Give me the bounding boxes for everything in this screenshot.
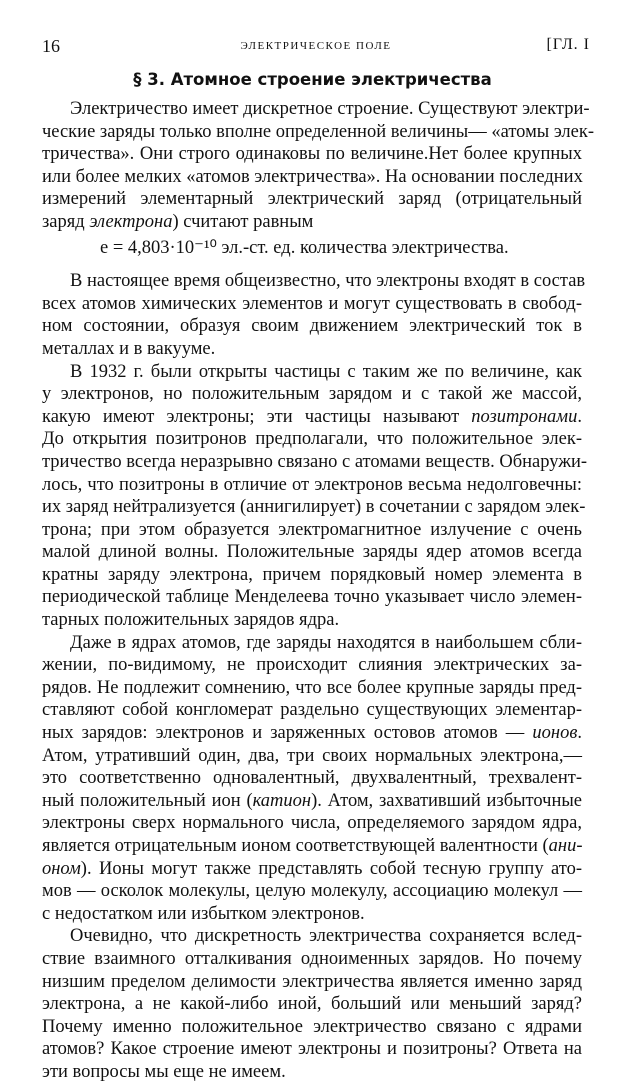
text-run: Даже в ядрах атомов, где заряды находятся в наибольшем сбли- bbox=[70, 632, 582, 653]
text-run: ). Атом, захвативший избыточные bbox=[311, 790, 583, 811]
text-line bbox=[42, 835, 582, 858]
text-line bbox=[42, 428, 582, 451]
text-line bbox=[42, 361, 582, 384]
italic-term: электрона bbox=[89, 211, 173, 232]
text-line bbox=[42, 293, 582, 316]
text-run: электрона, а не какой-либо иной, больший или меньший заряд? bbox=[42, 994, 582, 1015]
text-run: ных зарядов: электронов и заряженных остовов атомов — bbox=[42, 723, 533, 744]
text-run: ный положительный ион ( bbox=[42, 790, 253, 811]
text-run: мов — осколок молекулы, целую молекулу, ассоциацию молекул — bbox=[42, 881, 582, 902]
text-line bbox=[42, 858, 582, 881]
text-run: В настоящее время общеизвестно, что электроны входят в состав bbox=[70, 271, 586, 292]
text-line bbox=[42, 315, 582, 338]
text-run: ствие взаимного отталкивания одноименных зарядов. Но почему bbox=[42, 948, 582, 969]
text-line bbox=[42, 1038, 582, 1061]
text-run: ). Ионы могут также представлять собой тесную группу ато- bbox=[80, 858, 582, 879]
text-run: является отрицательным ионом соответствующей валентности ( bbox=[42, 836, 549, 856]
text-run: ческие заряды только вполне определенной величины— «атомы элек- bbox=[42, 121, 595, 142]
text-run: их заряд нейтрализуется (аннигилирует) в сочетании с зарядом элек- bbox=[42, 497, 586, 518]
text-run: ставляют собой конгломерат раздельно существующих элементар- bbox=[42, 700, 582, 721]
text-run: это соответственно одновалентный, двухвалентный, трехвалент- bbox=[42, 768, 582, 789]
italic-term: ионов bbox=[532, 723, 578, 744]
italic-term: оном bbox=[42, 858, 81, 879]
running-head bbox=[42, 36, 590, 58]
text-line bbox=[42, 98, 590, 121]
text-run: тричества». Они строго одинаковы по величине.Нет более крупных bbox=[42, 144, 582, 165]
text-run: Почему именно положительное электричество связано с ядрами bbox=[42, 1016, 582, 1037]
text-line bbox=[42, 496, 586, 519]
text-run: Атом, утративший один, два, три своих нормальных электрона,— bbox=[42, 745, 582, 766]
text-line bbox=[42, 211, 582, 234]
text-line bbox=[42, 1061, 582, 1084]
text-run: электроны сверх нормального числа, определяемого зарядом ядра, bbox=[42, 813, 582, 834]
text-run: заряд bbox=[42, 211, 90, 232]
text-line bbox=[42, 812, 582, 835]
text-run: эти вопросы мы еще не имеем. bbox=[42, 1061, 286, 1082]
text-run: всех атомов химических элементов и могут существовать в свобод- bbox=[42, 293, 582, 314]
text-line bbox=[42, 143, 582, 166]
text-run: трона; при этом образуется электромагнитное излучение с очень bbox=[42, 519, 582, 540]
text-line bbox=[42, 699, 582, 722]
running-title: ЭЛЕКТРИЧЕСКОЕ ПОЛЕ bbox=[240, 40, 392, 52]
text-run: . bbox=[577, 406, 582, 427]
text-run: . bbox=[577, 723, 582, 744]
paragraph bbox=[42, 925, 582, 1083]
text-line bbox=[42, 925, 582, 948]
text-line bbox=[42, 767, 582, 790]
text-run: у электронов, но положительным зарядом и с такой же массой, bbox=[42, 384, 582, 405]
text-run: В 1932 г. были открыты частицы с таким же по величине, как bbox=[70, 361, 582, 382]
text-line bbox=[42, 1016, 582, 1039]
text-line bbox=[42, 270, 586, 293]
text-line bbox=[42, 383, 582, 406]
text-run: кратны заряду электрона, причем порядковый номер элемента в bbox=[42, 564, 582, 585]
text-line bbox=[42, 406, 582, 429]
text-line bbox=[42, 474, 582, 497]
chapter-marker: [ГЛ. I bbox=[546, 36, 590, 53]
text-line bbox=[42, 451, 588, 474]
text-line bbox=[42, 586, 582, 609]
text-run: тарных положительных зарядов ядра. bbox=[42, 610, 340, 631]
text-run: Очевидно, что дискретность электричества сохраняется вслед- bbox=[70, 926, 582, 947]
text-line bbox=[42, 166, 582, 189]
text-line bbox=[42, 338, 582, 361]
text-run: тричество всегда неразрывно связано с атомами веществ. Обнаружи- bbox=[42, 451, 588, 472]
text-run: измерений элементарный электрический заряд (отрицательный bbox=[42, 189, 582, 210]
text-run: ) считают равным bbox=[172, 211, 314, 232]
text-line bbox=[42, 541, 582, 564]
text-line bbox=[42, 519, 582, 542]
text-line bbox=[42, 880, 582, 903]
text-run: периодической таблице Менделеева точно указывает число элемен- bbox=[42, 587, 582, 608]
text-line bbox=[42, 790, 582, 813]
text-run: лось, что позитроны в отличие от электронов весьма недолговечны: bbox=[42, 474, 582, 495]
paragraph bbox=[42, 98, 595, 234]
text-line bbox=[42, 745, 582, 768]
text-line bbox=[42, 632, 582, 655]
text-run: рядов. Не подлежит сомнению, что все более крупные заряды пред- bbox=[42, 677, 582, 698]
body-text bbox=[42, 98, 595, 1084]
text-run: малой длиной волны. Положительные заряды ядер атомов всегда bbox=[42, 542, 582, 563]
paragraph bbox=[42, 270, 586, 360]
text-line bbox=[42, 948, 582, 971]
charge-formula: e = 4,803·10⁻¹⁰ эл.-ст. ед. количества электричества. bbox=[100, 237, 509, 258]
text-line bbox=[42, 971, 582, 994]
page-number: 16 bbox=[42, 36, 60, 56]
text-line bbox=[42, 609, 582, 632]
text-line bbox=[42, 188, 582, 211]
text-line bbox=[42, 993, 582, 1016]
paragraph bbox=[42, 361, 588, 632]
text-line bbox=[42, 677, 582, 700]
text-line bbox=[42, 903, 582, 926]
text-line bbox=[42, 722, 582, 745]
text-run: ном состоянии, образуя своим движением электрический ток в bbox=[42, 316, 582, 337]
section-title: § 3. Атомное строение электричества bbox=[133, 70, 492, 89]
text-run: Электричество имеет дискретное строение. Существуют электри- bbox=[70, 99, 590, 119]
text-run: жении, по-видимому, не происходит слияния электрических за- bbox=[42, 655, 582, 676]
italic-term: катион bbox=[252, 790, 312, 811]
text-line bbox=[42, 654, 582, 677]
italic-term: ани- bbox=[548, 836, 583, 856]
paragraph bbox=[42, 632, 582, 926]
text-run: или более мелких «атомов электричества». На основании последних bbox=[42, 166, 583, 187]
italic-term: позитронами bbox=[471, 406, 578, 427]
text-run: низшим пределом делимости электричества является именно заряд bbox=[42, 971, 582, 992]
text-run: До открытия позитронов предполагали, что положительное элек- bbox=[42, 429, 582, 450]
text-run: атомов? Какое строение имеют электроны и позитроны? Ответа на bbox=[42, 1039, 582, 1060]
text-run: с недостатком или избытком электронов. bbox=[42, 903, 365, 924]
text-line bbox=[42, 121, 595, 144]
text-line bbox=[42, 564, 582, 587]
text-run: металлах и в вакууме. bbox=[42, 338, 216, 359]
text-run: какую имеют электроны; эти частицы называют bbox=[42, 406, 472, 427]
